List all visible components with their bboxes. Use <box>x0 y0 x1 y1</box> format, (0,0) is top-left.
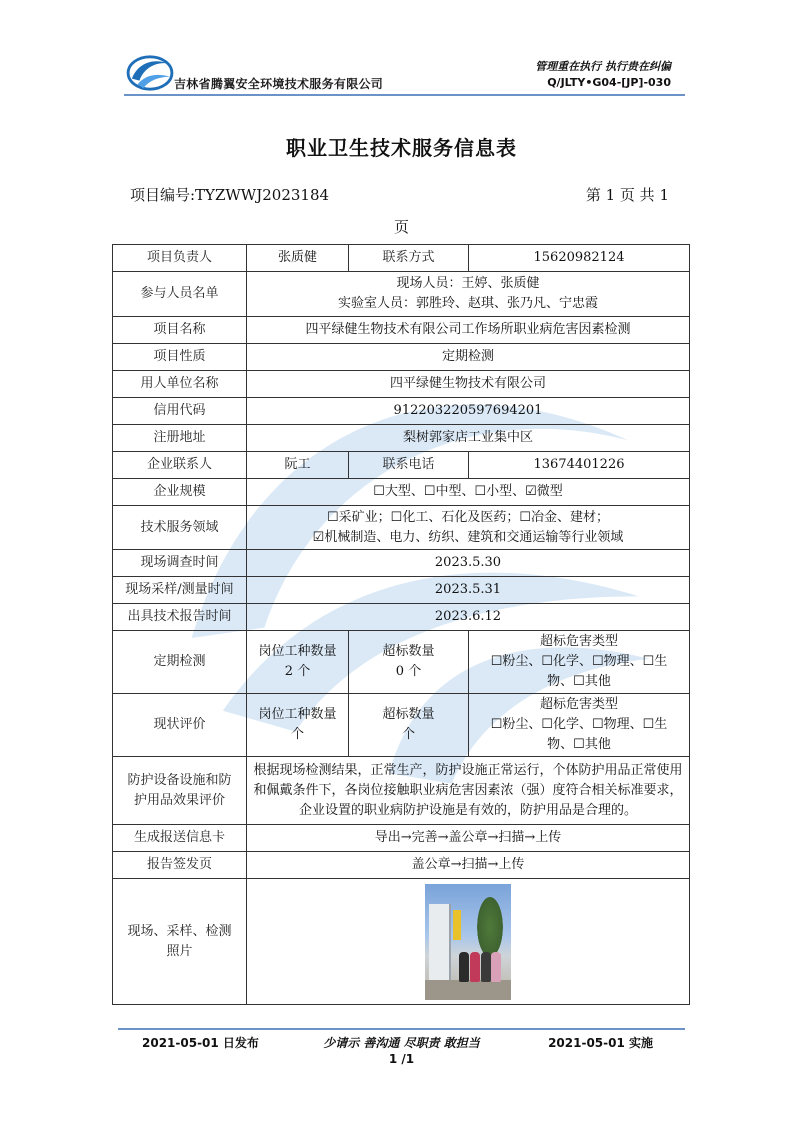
status-hazard-title: 超标危害类型 <box>539 697 618 712</box>
table-row <box>113 425 690 452</box>
status-hazard-line1: ☐粉尘、☐化学、☐物理、☐生 <box>490 717 668 732</box>
ent-phone-label: 联系电话 <box>349 452 469 479</box>
photo-person <box>470 952 480 982</box>
leader-value: 张质健 <box>247 245 349 272</box>
credit-value: 912203220597694201 <box>247 398 690 425</box>
table-row <box>113 245 690 272</box>
sampling-label: 现场采样/测量时间 <box>113 577 247 604</box>
table-row <box>113 452 690 479</box>
contact-label: 联系方式 <box>349 245 469 272</box>
photo-person <box>491 952 501 982</box>
card-value: 导出→完善→盖公章→扫描→上传 <box>247 825 690 852</box>
employer-label: 用人单位名称 <box>113 371 247 398</box>
table-row <box>113 631 690 694</box>
table-row <box>113 479 690 506</box>
project-name-label: 项目名称 <box>113 317 247 344</box>
photo-label-line2: 照片 <box>166 943 193 959</box>
status-hazard-line2: 物、☐其他 <box>547 737 611 752</box>
periodic-hazard-title: 超标危害类型 <box>539 634 618 649</box>
participants-value <box>247 272 690 317</box>
footer-page-number: 1 /1 <box>388 1052 415 1066</box>
implement-date: 2021-05-01 实施 <box>548 1036 653 1050</box>
page-title: 职业卫生技术服务信息表 <box>286 136 517 160</box>
status-label: 现状评价 <box>113 694 247 757</box>
ent-contact-value: 阮工 <box>247 452 349 479</box>
table-row <box>113 506 690 550</box>
photo-label <box>113 879 247 1005</box>
footer-slogan: 少请示 善沟通 尽职责 敢担当 <box>323 1036 480 1050</box>
table-row <box>113 694 690 757</box>
periodic-label: 定期检测 <box>113 631 247 694</box>
photo-ground <box>425 980 511 1000</box>
table-row <box>113 272 690 317</box>
header-slogan: 管理重在执行 执行贵在纠偏 <box>535 60 671 73</box>
table-row <box>113 604 690 631</box>
survey-label: 现场调查时间 <box>113 550 247 577</box>
protect-label-line1: 防护设备设施和防 <box>127 772 232 788</box>
photo-person <box>459 952 469 982</box>
field-value <box>247 506 690 550</box>
periodic-hazard <box>469 631 690 694</box>
table-row <box>113 879 690 1005</box>
status-hazard <box>469 694 690 757</box>
site-photo <box>425 884 511 1000</box>
periodic-posts <box>247 631 349 694</box>
info-table <box>112 244 690 1005</box>
table-row <box>113 852 690 879</box>
table-row <box>113 398 690 425</box>
protect-value: 根据现场检测结果，正常生产，防护设施正常运行，个体防护用品正常使用和佩戴条件下，各岗位接触职业病危害因素浓（强）度符合相关标准要求，企业设置的职业病防护设施是有效的，防护用品是合理的。 <box>247 757 690 825</box>
protect-label-line2: 护用品效果评价 <box>133 792 225 808</box>
report-value: 2023.6.12 <box>247 604 690 631</box>
table-row <box>113 344 690 371</box>
field-line1: ☐采矿业；☐化工、石化及医药；☐冶金、建材； <box>327 509 609 525</box>
field-label: 技术服务领域 <box>113 506 247 550</box>
employer-value: 四平绿健生物技术有限公司 <box>247 371 690 398</box>
issue-date: 2021-05-01 日发布 <box>142 1036 259 1050</box>
periodic-posts-label: 岗位工种数量 <box>258 644 337 659</box>
table-row <box>113 550 690 577</box>
scale-label: 企业规模 <box>113 479 247 506</box>
periodic-hazard-line1: ☐粉尘、☐化学、☐物理、☐生 <box>490 654 668 669</box>
contact-value: 15620982124 <box>469 245 690 272</box>
nature-label: 项目性质 <box>113 344 247 371</box>
photo-label-line1: 现场、采样、检测 <box>127 923 232 939</box>
table-row <box>113 825 690 852</box>
table-row <box>113 317 690 344</box>
participants-label: 参与人员名单 <box>113 272 247 317</box>
periodic-posts-value: 2 个 <box>284 664 311 679</box>
card-label: 生成报送信息卡 <box>113 825 247 852</box>
document-number: Q/JLTY•G04-[JP]-030 <box>547 76 671 89</box>
protect-label <box>113 757 247 825</box>
header-divider <box>124 94 685 96</box>
photo-flag <box>453 910 461 940</box>
ent-phone-value: 13674401226 <box>469 452 690 479</box>
participants-line2: 实验室人员：郭胜玲、赵琪、张乃凡、宁忠霞 <box>337 296 598 311</box>
photo-person <box>481 952 491 982</box>
status-posts-value: 个 <box>290 727 304 742</box>
page-info-wrap: 页 <box>393 218 409 236</box>
status-exceed <box>349 694 469 757</box>
status-exceed-label: 超标数量 <box>382 707 435 722</box>
report-label: 出具技术报告时间 <box>113 604 247 631</box>
survey-value: 2023.5.30 <box>247 550 690 577</box>
address-label: 注册地址 <box>113 425 247 452</box>
table-row <box>113 757 690 825</box>
status-posts-label: 岗位工种数量 <box>258 707 337 722</box>
periodic-exceed <box>349 631 469 694</box>
field-line2: ☑机械制造、电力、纺织、建筑和交通运输等行业领域 <box>312 529 624 545</box>
footer-divider <box>118 1028 685 1030</box>
sign-value: 盖公章→扫描→上传 <box>247 852 690 879</box>
periodic-hazard-line2: 物、☐其他 <box>547 674 611 689</box>
photo-tree <box>475 892 505 962</box>
nature-value: 定期检测 <box>247 344 690 371</box>
status-exceed-value: 个 <box>401 727 415 742</box>
page-info: 第 1 页 共 1 <box>585 186 669 204</box>
company-logo-icon <box>126 52 174 92</box>
leader-label: 项目负责人 <box>113 245 247 272</box>
company-name: 吉林省腾翼安全环境技术服务有限公司 <box>174 77 384 91</box>
address-value: 梨树郭家店工业集中区 <box>247 425 690 452</box>
table-row <box>113 371 690 398</box>
periodic-exceed-value: 0 个 <box>395 664 422 679</box>
table-row <box>113 577 690 604</box>
sampling-value: 2023.5.31 <box>247 577 690 604</box>
project-name-value: 四平绿健生物技术有限公司工作场所职业病危害因素检测 <box>247 317 690 344</box>
credit-label: 信用代码 <box>113 398 247 425</box>
ent-contact-label: 企业联系人 <box>113 452 247 479</box>
scale-value: ☐大型、☐中型、☐小型、☑微型 <box>247 479 690 506</box>
photo-cell <box>247 879 690 1005</box>
project-number: 项目编号:TYZWWJ2023184 <box>130 186 330 204</box>
periodic-exceed-label: 超标数量 <box>382 644 435 659</box>
participants-line1: 现场人员：王婷、张质健 <box>396 276 540 291</box>
sign-label: 报告签发页 <box>113 852 247 879</box>
status-posts <box>247 694 349 757</box>
